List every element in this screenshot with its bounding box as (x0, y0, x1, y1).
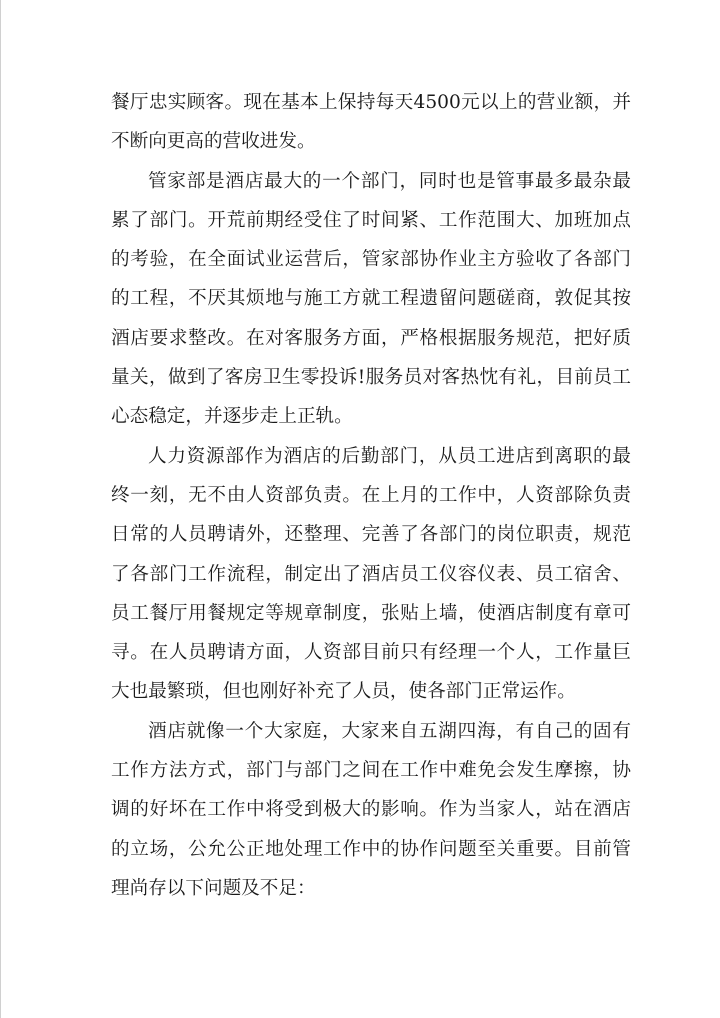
paragraph-coordination: 酒店就像一个大家庭，大家来自五湖四海，有自己的固有工作方法方式，部门与部门之间在工作中难免会发生摩擦，协调的好坏在工作中将受到极大的影响。作为当家人，站在酒店的立场，公允公正地处理工作中的协作问题至关重要。目前管理尚存以下问题及不足： (111, 720, 631, 899)
paragraph-human-resources: 人力资源部作为酒店的后勤部门，从员工进店到离职的最终一刻，无不由人资部负责。在上月的工作中，人资部除负责日常的人员聘请外，还整理、完善了各部门的岗位职责，规范了各部门工作流程，制定出了酒店员工仪容仪表、员工宿舍、员工餐厅用餐规定等规章制度，张贴上墙，使酒店制度有章可寻。在人员聘请方面，人资部目前只有经理一个人，工作量巨大也最繁琐，但也刚好补充了人员，使各部门正常运作。 (111, 445, 631, 703)
document-body (111, 83, 631, 908)
paragraph-housekeeping: 管家部是酒店最大的一个部门，同时也是管事最多最杂最累了部门。开荒前期经受住了时间紧、工作范围大、加班加点的考验，在全面试业运营后，管家部协作业主方验收了各部门的工程，不厌其烦地与施工方就工程遗留问题磋商，敦促其按酒店要求整改。在对客服务方面，严格根据服务规范，把好质量关，做到了客房卫生零投诉!服务员对客热忱有礼，目前员工心态稳定，并逐步走上正轨。 (111, 170, 631, 428)
paragraph-revenue: 餐厅忠实顾客。现在基本上保持每天4500元以上的营业额，并不断向更高的营收进发。 (111, 92, 631, 153)
